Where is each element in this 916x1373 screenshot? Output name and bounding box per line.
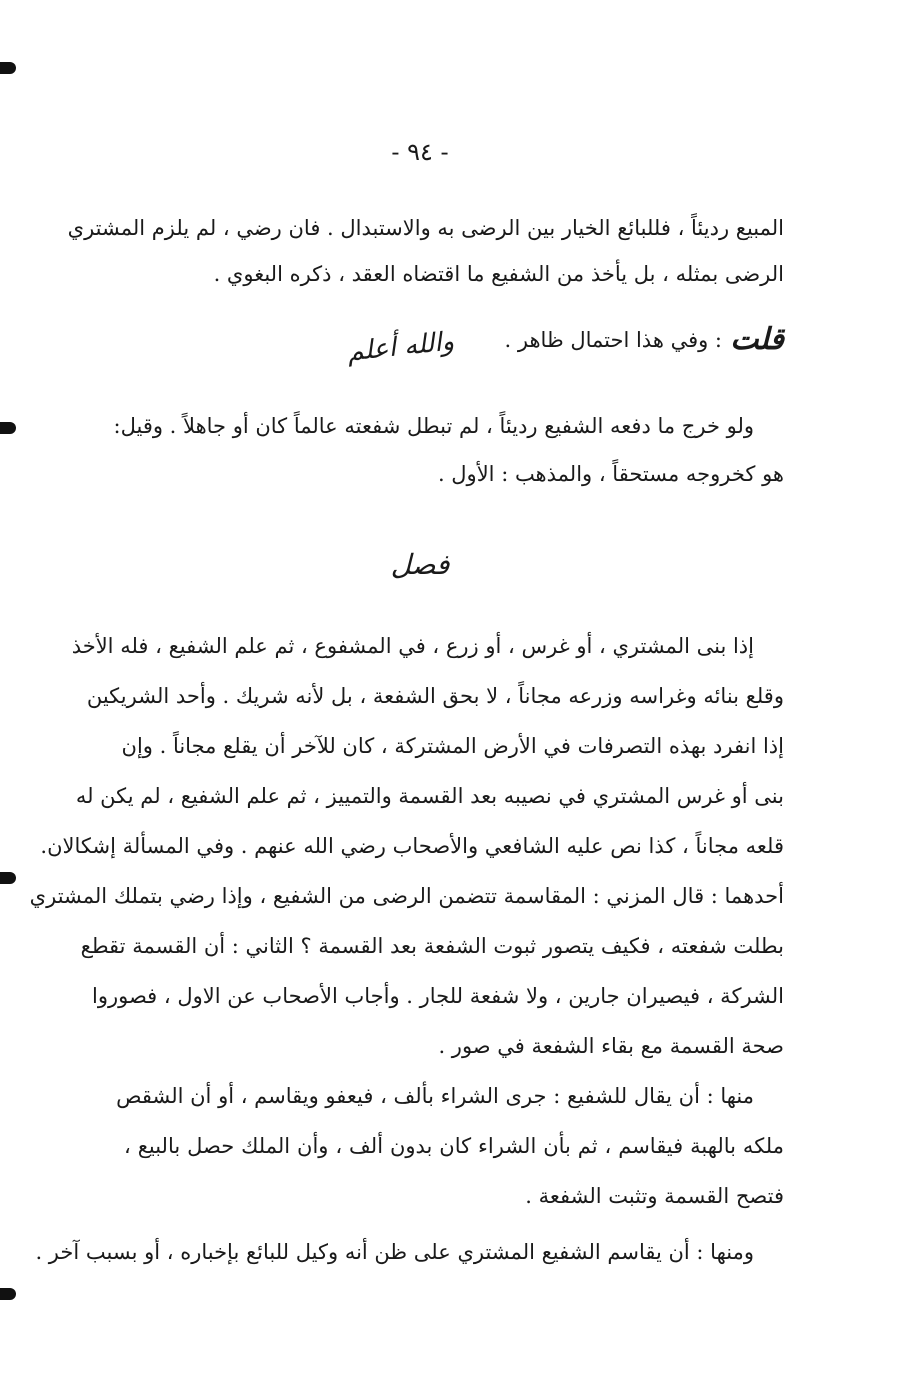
text-line: إذا انفرد بهذه التصرفات في الأرض المشتركة ، كان للآخر أن يقلع مجاناً . وإن xyxy=(121,734,784,758)
section-title: فصل xyxy=(390,548,450,581)
text-line: بطلت شفعته ، فكيف يتصور ثبوت الشفعة بعد القسمة ؟ الثاني : أن القسمة تقطع xyxy=(80,934,784,958)
scan-edge-mark xyxy=(0,872,16,884)
closing-phrase: والله أعلم xyxy=(345,326,456,368)
text-line: بنى أو غرس المشتري في نصيبه بعد القسمة والتمييز ، ثم علم الشفيع ، لم يكن له xyxy=(75,784,784,808)
qult-note xyxy=(124,318,784,388)
text-line: ملكه بالهبة فيقاسم ، ثم بأن الشراء كان بدون ألف ، وأن الملك حصل بالبيع ، xyxy=(124,1134,784,1158)
page-number: - ٩٤ - xyxy=(391,138,449,166)
scan-edge-mark xyxy=(0,422,16,434)
text-line: ولو خرج ما دفعه الشفيع رديئاً ، لم تبطل شفعته عالماً كان أو جاهلاً . وقيل: xyxy=(113,414,754,438)
text-line: الرضى بمثله ، بل يأخذ من الشفيع ما اقتضاه العقد ، ذكره البغوي . xyxy=(213,262,784,286)
text-line: الشركة ، فيصيران جارين ، ولا شفعة للجار . وأجاب الأصحاب عن الاول ، فصوروا xyxy=(92,984,784,1008)
text-line: منها : أن يقال للشفيع : جرى الشراء بألف ، فيعفو ويقاسم ، أو أن الشقص xyxy=(116,1084,754,1108)
text-line: ومنها : أن يقاسم الشفيع المشتري على ظن أنه وكيل للبائع بإخباره ، أو بسبب آخر . xyxy=(35,1240,754,1264)
scan-edge-mark xyxy=(0,62,16,74)
text-line: صحة القسمة مع بقاء الشفعة في صور . xyxy=(438,1034,784,1058)
text-line: هو كخروجه مستحقاً ، والمذهب : الأول . xyxy=(437,462,784,486)
text-line: فتصح القسمة وتثبت الشفعة . xyxy=(525,1184,784,1208)
text-line: قلعه مجاناً ، كذا نص عليه الشافعي والأصحاب رضي الله عنهم . وفي المسألة إشكالان. xyxy=(40,834,784,858)
qult-text: : وفي هذا احتمال ظاهر . xyxy=(504,328,722,352)
text-line: إذا بنى المشتري ، أو غرس ، أو زرع ، في المشفوع ، ثم علم الشفيع ، فله الأخذ xyxy=(71,634,754,658)
text-line: المبيع رديئاً ، فللبائع الخيار بين الرضى به والاستبدال . فان رضي ، لم يلزم المشتري xyxy=(67,216,784,240)
scan-edge-mark xyxy=(0,1288,16,1300)
text-line: وقلع بنائه وغراسه وزرعه مجاناً ، لا بحق الشفعة ، بل لأنه شريك . وأحد الشريكين xyxy=(86,684,784,708)
text-line: أحدهما : قال المزني : المقاسمة تتضمن الرضى من الشفيع ، وإذا رضي بتملك المشتري xyxy=(29,884,784,908)
qult-label: قلت xyxy=(730,322,784,357)
